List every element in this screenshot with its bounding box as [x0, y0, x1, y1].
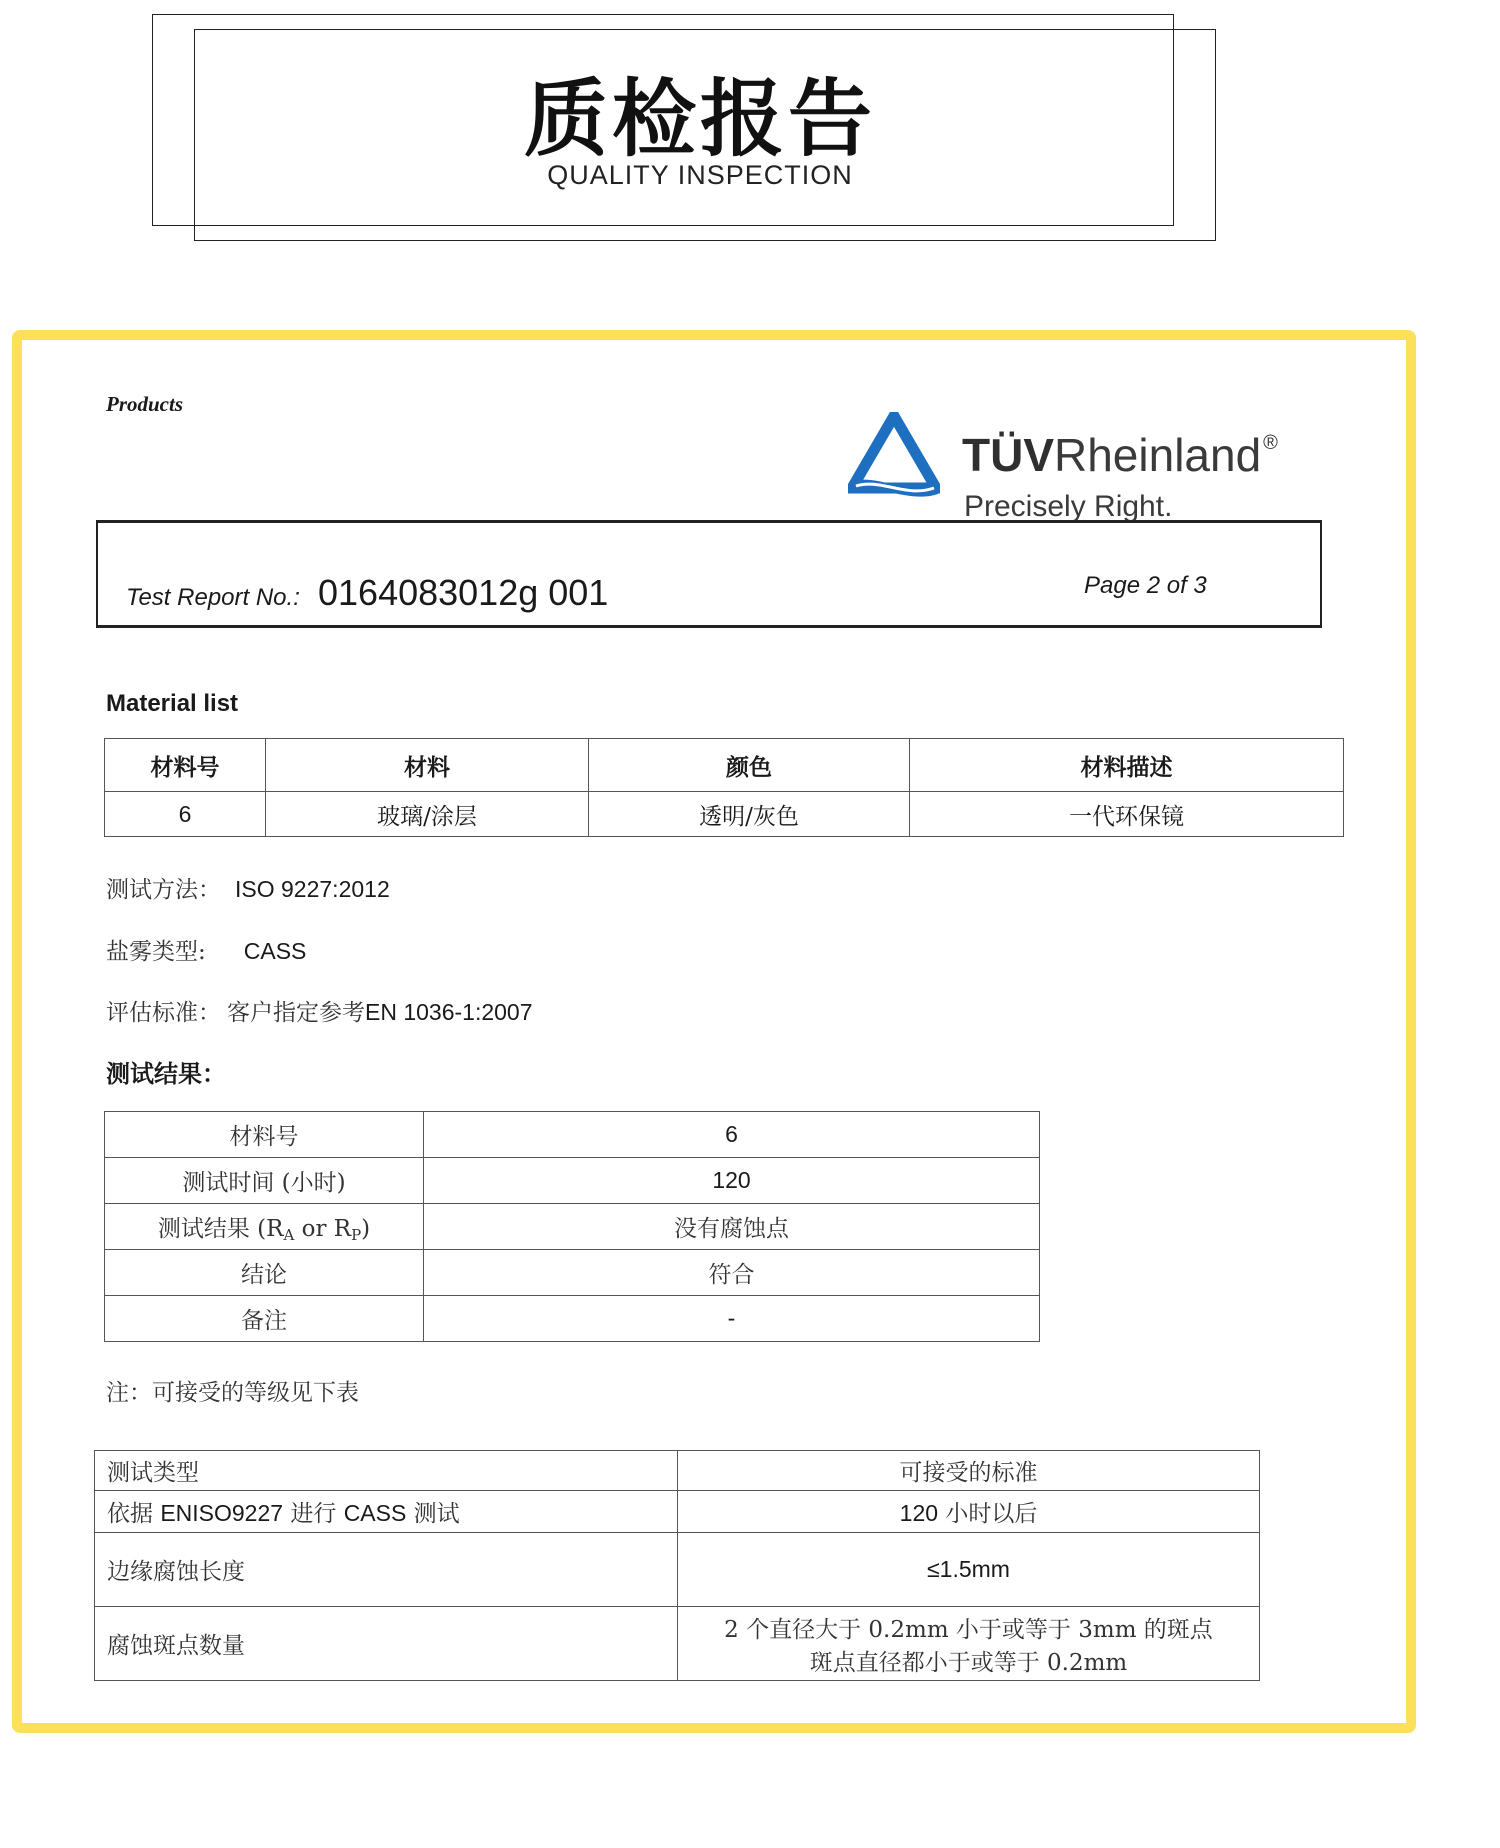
table-row: [105, 1158, 1040, 1204]
evaluation-standard-label: 评估标准：: [106, 1000, 221, 1026]
result-value: 6: [424, 1112, 1040, 1158]
tuv-slogan: Precisely Right.: [964, 490, 1173, 523]
text-part: 小时以后: [938, 1501, 1038, 1527]
table-row: [95, 1491, 1260, 1533]
evaluation-standard-value: 客户指定参考: [227, 1000, 365, 1026]
table-row: [95, 1607, 1260, 1681]
column-header: 材料描述: [910, 739, 1344, 792]
table-row: [105, 1296, 1040, 1342]
material-list-title: Material list: [106, 690, 239, 717]
key-subscript-p: P: [351, 1225, 362, 1244]
table-cell: 透明/灰色: [589, 792, 910, 837]
results-table: [104, 1111, 1040, 1342]
table-row: [105, 792, 1344, 837]
material-table: [104, 738, 1344, 837]
table-cell: 6: [105, 792, 266, 837]
test-results-title: 测试结果：: [106, 1060, 226, 1088]
text-part: 测试: [406, 1501, 460, 1527]
acceptance-cell: [678, 1533, 1260, 1607]
table-row: [105, 1250, 1040, 1296]
result-key: [105, 1204, 424, 1250]
tuv-triangle-icon: [848, 412, 940, 498]
page-indicator: Page 2 of 3: [1084, 572, 1207, 599]
report-number-label: Test Report No.:: [126, 584, 300, 611]
products-label: Products: [106, 392, 184, 416]
text-part: 依据: [107, 1501, 161, 1527]
acceptance-cell: 腐蚀斑点数量: [95, 1607, 678, 1681]
salt-spray-value: CASS: [243, 938, 307, 964]
result-key: 测试时间 (小时): [105, 1158, 424, 1204]
key-subscript-a: A: [283, 1225, 295, 1244]
acceptance-cell: [95, 1491, 678, 1533]
acceptance-line-2: 斑点直径都小于或等于 0.2mm: [809, 1649, 1128, 1676]
evaluation-standard-code: EN 1036-1:2007: [365, 999, 533, 1025]
result-value: 符合: [424, 1250, 1040, 1296]
text-part: 进行: [283, 1501, 344, 1527]
column-header: 材料: [266, 739, 589, 792]
acceptance-note: 注：可接受的等级见下表: [106, 1380, 359, 1406]
text-part: ENISO9227: [160, 1500, 284, 1526]
table-header-row: [105, 739, 1344, 792]
brand-bold: TÜV: [962, 429, 1054, 481]
acceptance-header-left: 测试类型: [95, 1451, 678, 1491]
acceptance-line-1: 2 个直径大于 0.2mm 小于或等于 3mm 的斑点: [724, 1616, 1213, 1643]
registered-mark: ®: [1263, 432, 1278, 454]
acceptance-table: [94, 1450, 1260, 1681]
text-part: 120: [899, 1500, 939, 1526]
test-method-line: [106, 871, 390, 904]
report-number-value: 0164083012g 001: [318, 572, 609, 613]
banner-subtitle: QUALITY INSPECTION: [547, 160, 853, 190]
result-value: -: [424, 1296, 1040, 1342]
banner-title: 质检报告: [523, 70, 876, 168]
text-part: ≤1.5mm: [927, 1556, 1010, 1582]
column-header: 颜色: [589, 739, 910, 792]
acceptance-cell: [678, 1491, 1260, 1533]
salt-spray-label: 盐雾类型:: [106, 939, 206, 965]
table-cell: 玻璃/涂层: [266, 792, 589, 837]
column-header: 材料号: [105, 739, 266, 792]
test-method-value: ISO 9227:2012: [235, 876, 390, 902]
acceptance-cell: [678, 1607, 1260, 1681]
table-cell: 一代环保镜: [910, 792, 1344, 837]
salt-spray-line: [106, 933, 306, 966]
table-row: [105, 1204, 1040, 1250]
result-value: 没有腐蚀点: [424, 1204, 1040, 1250]
result-key: 备注: [105, 1296, 424, 1342]
text-part: CASS: [343, 1500, 407, 1526]
result-key: 材料号: [105, 1112, 424, 1158]
result-value: 120: [424, 1158, 1040, 1204]
acceptance-header-right: 可接受的标准: [678, 1451, 1260, 1491]
tuv-brand-name: [962, 428, 1278, 482]
report-card: [12, 330, 1416, 1733]
result-key: 结论: [105, 1250, 424, 1296]
table-row: [95, 1533, 1260, 1607]
brand-rest: Rheinland: [1054, 429, 1262, 481]
table-row: [105, 1112, 1040, 1158]
table-header-row: [95, 1451, 1260, 1491]
key-mid: or R: [294, 1215, 352, 1242]
test-method-label: 测试方法：: [106, 877, 221, 903]
key-prefix: 测试结果 (R: [157, 1215, 284, 1242]
evaluation-standard-line: [106, 994, 533, 1027]
acceptance-cell: 边缘腐蚀长度: [95, 1533, 678, 1607]
key-suffix: ): [361, 1215, 371, 1242]
